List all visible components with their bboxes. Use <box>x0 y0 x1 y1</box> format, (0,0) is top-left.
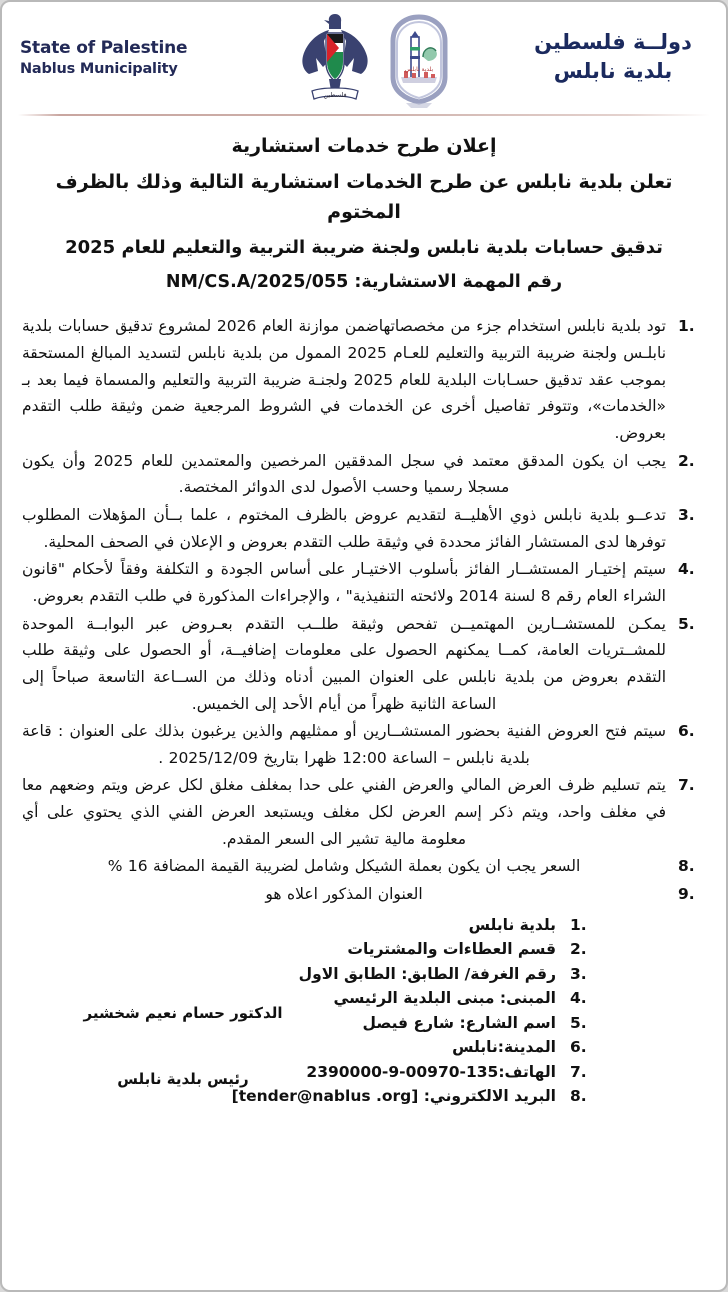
announcement-headline: إعلان طرح خدمات استشارية <box>231 135 497 157</box>
clause-text: السعر يجب ان يكون بعملة الشيكل وشامل لضريبة القيمة المضافة 16 % <box>107 857 581 876</box>
clause-item <box>22 853 706 880</box>
clause-number: 2. <box>678 451 695 470</box>
signatory-name: الدكتور حسام نعيم شخشير <box>83 1003 283 1022</box>
address-item <box>22 965 706 983</box>
address-item-email <box>22 1087 706 1105</box>
header-arabic-title <box>518 28 708 86</box>
announcement-subheadline: تعلن بلدية نابلس عن طرح الخدمات استشارية التالية وذلك بالظرف المختوم <box>55 171 673 223</box>
clause-item <box>22 611 706 718</box>
clause-item <box>22 502 706 555</box>
announcement-reference-number: رقم المهمة الاستشارية: NM/CS.A/2025/055 <box>165 272 563 293</box>
clause-item <box>22 718 706 771</box>
signature-block <box>38 1004 328 1088</box>
clause-text: سيتم فتح العروض الفنية بحضور المستشــارين أو ممثليهم والذين يرغبون بذلك على العنوان : قاعة بلدية نابلس – الساعة 12:00 ظهرا بتاريخ 2025/12/09 . <box>22 722 666 767</box>
email-text: البريد الالكتروني: [tender@nablus .org] <box>231 1087 556 1106</box>
clause-text: يمكـن للمستشــارين المهتميــن تفحص وثيقة طلــب التقدم بعـروض عبر البوابــة الموحدة للمشــتريات العامة، كمــا يمكنهم الحصول على معلومات إضافيــة، أو الحصول على وثيقة طلب التقدم بعروض من بلدية نابلس على العنوان المبين أدناه وذلك من الســاعة التاسعة صباحاً إلى الساعة الثانية ظهراً من أيام الأحد إلى الخميس. <box>22 614 666 713</box>
clause-item <box>22 881 706 908</box>
signatory-role: رئيس بلدية نابلس <box>117 1069 249 1088</box>
address-text: المبنى: مبنى البلدية الرئيسي <box>333 989 556 1008</box>
header-english-line1: State of Palestine <box>20 37 188 58</box>
svg-text:بلدية نابلس: بلدية نابلس <box>404 66 433 73</box>
clause-text: يجب ان يكون المدقق معتمد في سجل المدققين المرخصين والمعتمدين للعام 2025 وأن يكون مسجلا رسميا وحسب الأصول لدى الدوائر المختصة. <box>22 451 667 497</box>
svg-text:فلسطين: فلسطين <box>322 91 347 99</box>
clause-number: 6. <box>678 722 695 741</box>
address-and-signature-area <box>16 916 712 1166</box>
announcement-title-block <box>16 116 712 309</box>
address-text: رقم الغرفة/ الطابق: الطابق الاول <box>298 964 556 983</box>
clause-text: سيتم إختيـار المستشــار الفائز بأسلوب الاختيـار على أساس الجودة و التكلفة وفقاً لأحكام "قانون الشراء العام رقم 8 لسنة 2014 ولائحته التنفيذية" ، والإجراءات المذكورة في طلب التقدم بعروض. <box>22 560 666 605</box>
address-text: اسم الشارع: شارع فيصل <box>362 1013 556 1032</box>
clause-text: العنوان المذكور اعلاه هو <box>265 885 423 904</box>
address-item <box>22 940 706 958</box>
clause-number: 1. <box>678 317 695 336</box>
clause-number: 8. <box>678 857 695 876</box>
clause-item <box>22 772 706 852</box>
clause-number: 7. <box>678 776 695 795</box>
address-text: قسم العطاءات والمشتريات <box>347 940 556 959</box>
header-arabic-line1: دولــة فلسطين <box>534 30 692 55</box>
clause-text: يتم تسليم ظرف العرض المالي والعرض الفني على حدا بمغلف مغلق لكل عرض ويتم وضعهم معا في مغلف واحد، ويتم ذكر إسم العرض لكل مغلف ويستبعد العرض الفني الذي يحتوي على أي معلومة مالية تشير الى السعر المقدم. <box>22 776 666 848</box>
address-text: بلدية نابلس <box>468 915 556 934</box>
address-number: 2. <box>570 940 587 959</box>
header-arabic-line2: بلدية نابلس <box>553 59 673 83</box>
clause-item <box>22 556 706 609</box>
palestine-eagle-emblem-icon <box>296 11 374 111</box>
clause-list <box>16 309 712 907</box>
nablus-municipality-emblem-icon <box>380 11 458 111</box>
clause-text: تدعــو بلدية نابلس ذوي الأهليــة لتقديم عروض بالظرف المختوم ، علما بــأن المؤهلات المطلوب توفرها لدى المستشار الفائز محددة في وثيقة طلب التقدم بعروض و الإعلان في الصحف المحلية. <box>22 505 666 551</box>
clause-text: تود بلدية نابلس استخدام جزء من مخصصاتهاضمن موازنة العام 2026 لمشروع تدقيق حسابات بلدية نابلـس ولجنة ضريبة التربية والتعليم للعـام 2025 الممول من بلدية نابلس لتسديد المبالغ المستحقة بموجب عقد تدقيق حسـابات البلدية للعام 2025 ولجنـة ضريبة التربية والتعليم والمسماة فيما بعد بـ «الخدمات»، وتتوفر تفاصيل أخرى عن الخدمات في الشروط المرجعية ضمن وثيقة طلب التقدم بعروض. <box>22 317 667 442</box>
address-number: 4. <box>570 989 587 1008</box>
clause-number: 4. <box>678 560 695 579</box>
phone-number-text: الهاتف:135-00970-9-2390000 <box>306 1062 556 1081</box>
address-number: 1. <box>570 915 587 934</box>
header-english-line2: Nablus Municipality <box>20 60 178 77</box>
announcement-service-scope: تدقيق حسابات بلدية نابلس ولجنة ضريبة التربية والتعليم للعام 2025 <box>65 237 663 259</box>
address-number: 7. <box>570 1062 587 1081</box>
address-number: 6. <box>570 1038 587 1057</box>
address-text: المدينة:نابلس <box>452 1038 556 1057</box>
address-number: 8. <box>570 1087 587 1106</box>
header-english-title <box>20 38 235 77</box>
address-item <box>22 916 706 934</box>
clause-item <box>22 448 706 501</box>
address-number: 5. <box>570 1013 587 1032</box>
clause-number: 9. <box>678 885 695 904</box>
clause-number: 5. <box>678 614 695 633</box>
document-header <box>16 2 712 112</box>
clause-item <box>22 313 706 446</box>
clause-number: 3. <box>678 505 695 524</box>
address-number: 3. <box>570 964 587 983</box>
emblem-group <box>296 7 458 111</box>
